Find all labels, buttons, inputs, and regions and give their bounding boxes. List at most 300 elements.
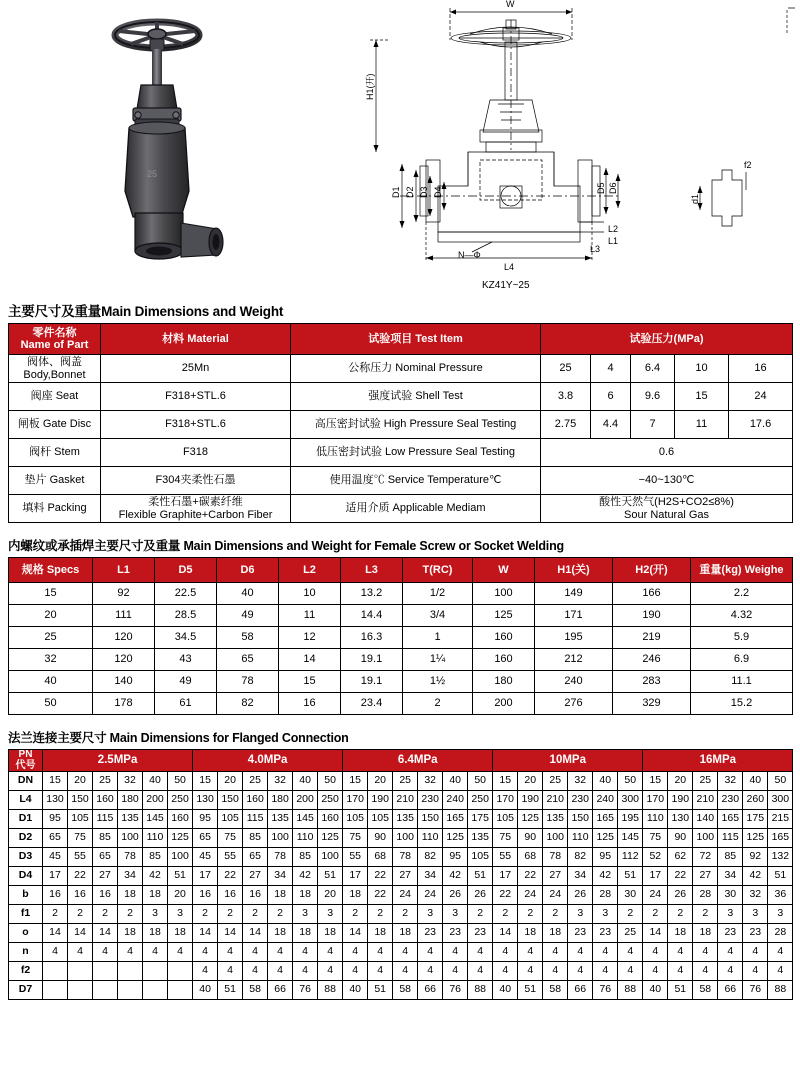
cell-part-name: 填料 Packing — [9, 495, 101, 523]
cell-d2: 90 — [668, 829, 693, 848]
cell-d7: 51 — [368, 981, 393, 1000]
col-header-l1: L1 — [93, 558, 155, 583]
table-row — [9, 924, 793, 943]
cell-n: 4 — [518, 943, 543, 962]
cell-d4: 51 — [468, 867, 493, 886]
cell-b: 18 — [343, 886, 368, 905]
cell-d4: 22 — [518, 867, 543, 886]
cell-l1: 140 — [93, 671, 155, 693]
table-row-dn — [9, 772, 793, 791]
group-header-1: 4.0MPa — [193, 750, 343, 772]
cell-b: 28 — [593, 886, 618, 905]
cell-h1: 276 — [535, 693, 613, 715]
cell-d1: 125 — [518, 810, 543, 829]
cell-d3: 78 — [268, 848, 293, 867]
col-header-l2: L2 — [279, 558, 341, 583]
cell-d2: 100 — [268, 829, 293, 848]
cell-l2: 12 — [279, 627, 341, 649]
cell-trc: 3/4 — [403, 605, 473, 627]
cell-l3: 14.4 — [341, 605, 403, 627]
cell-o: 18 — [268, 924, 293, 943]
cell-dn: 32 — [568, 772, 593, 791]
dim-label-L3: L3 — [590, 244, 601, 254]
cell-d7: 58 — [543, 981, 568, 1000]
cell-n: 4 — [318, 943, 343, 962]
cell-spec: 20 — [9, 605, 93, 627]
cell-b: 18 — [293, 886, 318, 905]
cell-d1: 105 — [68, 810, 93, 829]
cell-d7 — [43, 981, 68, 1000]
cell-d1: 95 — [193, 810, 218, 829]
cell-l3: 19.1 — [341, 649, 403, 671]
table-female-screw-dimensions — [8, 557, 793, 715]
cell-f2: 4 — [268, 962, 293, 981]
cell-l1: 92 — [93, 583, 155, 605]
cell-d4: 34 — [568, 867, 593, 886]
table-row — [9, 627, 793, 649]
cell-d3: 45 — [43, 848, 68, 867]
cell-f2: 4 — [543, 962, 568, 981]
cell-h2: 166 — [613, 583, 691, 605]
cell-l4: 190 — [668, 791, 693, 810]
cell-temp-merged: −40~130℃ — [541, 467, 793, 495]
cell-d2: 115 — [718, 829, 743, 848]
row-label-d4: D4 — [9, 867, 43, 886]
cell-d1: 175 — [468, 810, 493, 829]
cell-d1: 135 — [543, 810, 568, 829]
cell-o: 18 — [293, 924, 318, 943]
cell-d4: 27 — [693, 867, 718, 886]
cell-o: 23 — [743, 924, 768, 943]
cell-dn: 50 — [768, 772, 793, 791]
cell-d1: 115 — [93, 810, 118, 829]
cell-d7 — [68, 981, 93, 1000]
cell-n: 4 — [268, 943, 293, 962]
cell-d4: 17 — [43, 867, 68, 886]
cell-o: 18 — [693, 924, 718, 943]
cell-o: 14 — [493, 924, 518, 943]
cell-d4: 51 — [318, 867, 343, 886]
col-header-w: W — [473, 558, 535, 583]
section-title-flanged: 法兰连接主要尺寸 Main Dimensions for Flanged Connection — [8, 731, 349, 745]
cell-w: 100 — [473, 583, 535, 605]
cell-n: 4 — [68, 943, 93, 962]
cell-f2: 4 — [418, 962, 443, 981]
cell-dn: 25 — [543, 772, 568, 791]
cell-d4: 22 — [218, 867, 243, 886]
cell-d1: 105 — [343, 810, 368, 829]
cell-n: 4 — [443, 943, 468, 962]
cell-medium-en: Sour Natural Gas — [624, 508, 710, 521]
cell-f2 — [68, 962, 93, 981]
cell-b: 22 — [368, 886, 393, 905]
cell-pressure: 4.4 — [591, 411, 631, 439]
cell-d7: 88 — [468, 981, 493, 1000]
cell-o: 14 — [43, 924, 68, 943]
cell-d1: 105 — [368, 810, 393, 829]
cell-dn: 32 — [118, 772, 143, 791]
cell-weight: 4.32 — [691, 605, 793, 627]
cell-dn: 15 — [43, 772, 68, 791]
cell-o: 14 — [218, 924, 243, 943]
col-header-part-en: Name of Part — [20, 339, 89, 351]
cell-b: 16 — [68, 886, 93, 905]
cell-l4: 250 — [468, 791, 493, 810]
cell-test-item: 高压密封试验 High Pressure Seal Testing — [291, 411, 541, 439]
cell-o: 23 — [568, 924, 593, 943]
cell-dn: 40 — [143, 772, 168, 791]
cell-l4: 180 — [268, 791, 293, 810]
cell-l4: 190 — [518, 791, 543, 810]
cell-d7: 51 — [668, 981, 693, 1000]
cell-n: 4 — [693, 943, 718, 962]
cell-d2: 75 — [343, 829, 368, 848]
row-label-l4: L4 — [9, 791, 43, 810]
cell-n: 4 — [143, 943, 168, 962]
table-row — [9, 439, 793, 467]
cell-test-item: 强度试验 Shell Test — [291, 383, 541, 411]
illustration-area — [0, 0, 800, 300]
cell-b: 30 — [618, 886, 643, 905]
cell-l4: 150 — [68, 791, 93, 810]
cell-n: 4 — [393, 943, 418, 962]
technical-drawing — [340, 0, 795, 300]
cell-dn: 40 — [443, 772, 468, 791]
col-header-part — [9, 324, 101, 355]
cell-f1: 3 — [143, 905, 168, 924]
cell-d7: 40 — [643, 981, 668, 1000]
table-header-row — [9, 750, 793, 772]
cell-d6: 49 — [217, 605, 279, 627]
cell-n: 4 — [743, 943, 768, 962]
cell-n: 4 — [418, 943, 443, 962]
dim-label-H1: H1(开) — [365, 73, 375, 100]
cell-l4: 150 — [218, 791, 243, 810]
cell-f1: 2 — [243, 905, 268, 924]
cell-w: 200 — [473, 693, 535, 715]
cell-d7: 76 — [443, 981, 468, 1000]
cell-d3: 78 — [393, 848, 418, 867]
cell-f2: 4 — [718, 962, 743, 981]
cell-d2: 125 — [318, 829, 343, 848]
cell-l4: 300 — [618, 791, 643, 810]
table-row — [9, 605, 793, 627]
cell-f2: 4 — [343, 962, 368, 981]
table-flanged-dimensions — [8, 749, 793, 1000]
cell-d3: 132 — [768, 848, 793, 867]
cell-f1: 3 — [418, 905, 443, 924]
col-header-trc: T(RC) — [403, 558, 473, 583]
group-header-2: 6.4MPa — [343, 750, 493, 772]
cell-spec: 15 — [9, 583, 93, 605]
cell-f1: 3 — [318, 905, 343, 924]
cell-f2 — [118, 962, 143, 981]
dim-label-f2: f2 — [744, 160, 752, 170]
cell-d3: 85 — [143, 848, 168, 867]
cell-n: 4 — [493, 943, 518, 962]
cell-pressure: 10 — [675, 355, 729, 383]
cell-f2: 4 — [293, 962, 318, 981]
cell-trc: 1¼ — [403, 649, 473, 671]
cell-b: 16 — [218, 886, 243, 905]
cell-pressure: 15 — [675, 383, 729, 411]
cell-d7 — [93, 981, 118, 1000]
cell-d1: 150 — [418, 810, 443, 829]
cell-dn: 50 — [318, 772, 343, 791]
cell-f1: 3 — [443, 905, 468, 924]
cell-d7: 58 — [693, 981, 718, 1000]
cell-n: 4 — [293, 943, 318, 962]
cell-l4: 230 — [718, 791, 743, 810]
cell-trc: 1/2 — [403, 583, 473, 605]
cell-n: 4 — [668, 943, 693, 962]
cell-l4: 130 — [43, 791, 68, 810]
cell-b: 24 — [643, 886, 668, 905]
cell-f2: 4 — [743, 962, 768, 981]
section-title-main-dimensions: 主要尺寸及重量Main Dimensions and Weight — [8, 304, 284, 319]
cell-d7: 66 — [418, 981, 443, 1000]
cell-pressure: 11 — [675, 411, 729, 439]
cell-b: 24 — [543, 886, 568, 905]
cell-dn: 40 — [293, 772, 318, 791]
cell-d7: 40 — [193, 981, 218, 1000]
table-row — [9, 355, 793, 383]
cell-d3: 45 — [193, 848, 218, 867]
cell-w: 180 — [473, 671, 535, 693]
table-row — [9, 495, 793, 523]
cell-pressure: 9.6 — [631, 383, 675, 411]
cell-d4: 34 — [118, 867, 143, 886]
cell-l4: 170 — [493, 791, 518, 810]
cell-pressure: 24 — [729, 383, 793, 411]
cell-dn: 25 — [93, 772, 118, 791]
cell-h1: 212 — [535, 649, 613, 671]
table-row — [9, 848, 793, 867]
cell-part-en: Body,Bonnet — [23, 368, 86, 381]
cell-l3: 13.2 — [341, 583, 403, 605]
cell-pressure: 4 — [591, 355, 631, 383]
cell-h1: 171 — [535, 605, 613, 627]
table-row — [9, 962, 793, 981]
cell-spec: 25 — [9, 627, 93, 649]
cell-d4: 17 — [193, 867, 218, 886]
col-header-specs: 规格 Specs — [9, 558, 93, 583]
cell-w: 160 — [473, 649, 535, 671]
cell-trc: 1 — [403, 627, 473, 649]
cell-l4: 160 — [93, 791, 118, 810]
cell-d7: 40 — [493, 981, 518, 1000]
cell-dn: 20 — [68, 772, 93, 791]
cell-dn: 20 — [368, 772, 393, 791]
cell-o: 18 — [518, 924, 543, 943]
cell-d4: 42 — [593, 867, 618, 886]
row-label-d2: D2 — [9, 829, 43, 848]
cell-d2: 125 — [593, 829, 618, 848]
cell-o: 14 — [343, 924, 368, 943]
cell-f2: 4 — [468, 962, 493, 981]
cell-trc: 2 — [403, 693, 473, 715]
col-header-weight: 重量(kg) Weighe — [691, 558, 793, 583]
cell-d5: 49 — [155, 671, 217, 693]
cell-f1: 3 — [743, 905, 768, 924]
cell-b: 20 — [318, 886, 343, 905]
cell-d4: 22 — [668, 867, 693, 886]
cell-b: 18 — [118, 886, 143, 905]
cell-d5: 34.5 — [155, 627, 217, 649]
cell-n: 4 — [593, 943, 618, 962]
cell-d1: 105 — [218, 810, 243, 829]
cell-n: 4 — [118, 943, 143, 962]
cell-l4: 170 — [643, 791, 668, 810]
cell-f2: 4 — [643, 962, 668, 981]
cell-f2: 4 — [518, 962, 543, 981]
cell-pressure: 3.8 — [541, 383, 591, 411]
cell-dn: 20 — [518, 772, 543, 791]
dim-label-D5: D5 — [596, 182, 606, 194]
cell-d2: 165 — [768, 829, 793, 848]
cell-n: 4 — [718, 943, 743, 962]
table-row — [9, 810, 793, 829]
cell-o: 28 — [768, 924, 793, 943]
cell-d7: 51 — [518, 981, 543, 1000]
cell-n: 4 — [543, 943, 568, 962]
cell-spec: 32 — [9, 649, 93, 671]
cell-pressure-merged: 0.6 — [541, 439, 793, 467]
cell-f1: 2 — [368, 905, 393, 924]
cell-f1: 2 — [118, 905, 143, 924]
cell-l4: 240 — [593, 791, 618, 810]
cell-d2: 125 — [743, 829, 768, 848]
cell-l4: 260 — [743, 791, 768, 810]
cell-n: 4 — [568, 943, 593, 962]
cell-d3: 85 — [293, 848, 318, 867]
cell-d4: 42 — [293, 867, 318, 886]
row-label-d7: D7 — [9, 981, 43, 1000]
svg-text:25: 25 — [147, 169, 158, 179]
cell-d2: 110 — [568, 829, 593, 848]
cell-w: 160 — [473, 627, 535, 649]
cell-l4: 130 — [193, 791, 218, 810]
cell-f1: 2 — [543, 905, 568, 924]
table-row — [9, 905, 793, 924]
cell-o: 14 — [643, 924, 668, 943]
cell-h1: 149 — [535, 583, 613, 605]
cell-pressure: 6.4 — [631, 355, 675, 383]
cell-d4: 27 — [93, 867, 118, 886]
table-row — [9, 324, 793, 355]
row-label-b: b — [9, 886, 43, 905]
cell-d1: 140 — [693, 810, 718, 829]
cell-f1: 3 — [593, 905, 618, 924]
cell-d3: 72 — [693, 848, 718, 867]
cell-b: 18 — [268, 886, 293, 905]
cell-d7 — [168, 981, 193, 1000]
cell-h2: 329 — [613, 693, 691, 715]
cell-test-item: 使用温度℃ Service Temperature℃ — [291, 467, 541, 495]
cell-d7: 88 — [768, 981, 793, 1000]
cell-n: 4 — [768, 943, 793, 962]
table-row — [9, 693, 793, 715]
cell-b: 16 — [243, 886, 268, 905]
col-header-test-pressure: 试验压力(MPa) — [541, 324, 793, 355]
cell-f1: 2 — [668, 905, 693, 924]
dim-label-D1: D1 — [391, 186, 401, 198]
cell-f1: 2 — [468, 905, 493, 924]
cell-b: 24 — [518, 886, 543, 905]
cell-o: 18 — [168, 924, 193, 943]
cell-o: 14 — [243, 924, 268, 943]
cell-d4: 22 — [68, 867, 93, 886]
cell-dn: 15 — [193, 772, 218, 791]
cell-l4: 200 — [143, 791, 168, 810]
col-header-part-cn: 零件名称 — [32, 326, 77, 339]
cell-f1: 3 — [718, 905, 743, 924]
cell-medium-cn: 酸性天然气(H2S+CO2≤8%) — [599, 496, 734, 509]
table-row — [9, 649, 793, 671]
col-header-l3: L3 — [341, 558, 403, 583]
cell-l4: 210 — [393, 791, 418, 810]
cell-d7: 51 — [218, 981, 243, 1000]
cell-d1: 135 — [118, 810, 143, 829]
cell-d1: 175 — [743, 810, 768, 829]
dim-label-D4: D4 — [433, 186, 443, 198]
cell-d4: 17 — [343, 867, 368, 886]
cell-l2: 11 — [279, 605, 341, 627]
cell-b: 18 — [143, 886, 168, 905]
cell-pressure: 7 — [631, 411, 675, 439]
group-header-3: 10MPa — [493, 750, 643, 772]
cell-d3: 92 — [743, 848, 768, 867]
cell-medium-merged — [541, 495, 793, 523]
cell-d2: 85 — [93, 829, 118, 848]
cell-d1: 135 — [268, 810, 293, 829]
cell-b: 16 — [93, 886, 118, 905]
cell-d3: 95 — [593, 848, 618, 867]
dim-label-D6: D6 — [608, 182, 618, 194]
valve-photo — [85, 5, 230, 275]
cell-material-cn: 柔性石墨+碳素纤维 — [148, 496, 243, 509]
cell-l1: 111 — [93, 605, 155, 627]
cell-b: 36 — [768, 886, 793, 905]
table-header-row — [9, 558, 793, 583]
col-header-h1: H1(关) — [535, 558, 613, 583]
cell-d6: 40 — [217, 583, 279, 605]
cell-d4: 42 — [143, 867, 168, 886]
cell-o: 18 — [543, 924, 568, 943]
cell-d2: 125 — [168, 829, 193, 848]
cell-dn: 25 — [693, 772, 718, 791]
cell-l1: 178 — [93, 693, 155, 715]
cell-d6: 78 — [217, 671, 279, 693]
cell-b: 24 — [418, 886, 443, 905]
table-row — [9, 943, 793, 962]
row-label-dn: DN — [9, 772, 43, 791]
cell-f2: 4 — [393, 962, 418, 981]
cell-material: F304夹柔性石墨 — [101, 467, 291, 495]
cell-d2: 90 — [368, 829, 393, 848]
row-label-n: n — [9, 943, 43, 962]
cell-d2: 85 — [243, 829, 268, 848]
cell-dn: 25 — [393, 772, 418, 791]
cell-dn: 15 — [643, 772, 668, 791]
table-row — [9, 383, 793, 411]
cell-d1: 110 — [643, 810, 668, 829]
cell-d6: 58 — [217, 627, 279, 649]
cell-d4: 34 — [268, 867, 293, 886]
cell-d1: 150 — [568, 810, 593, 829]
cell-material: F318+STL.6 — [101, 383, 291, 411]
cell-l4: 250 — [168, 791, 193, 810]
